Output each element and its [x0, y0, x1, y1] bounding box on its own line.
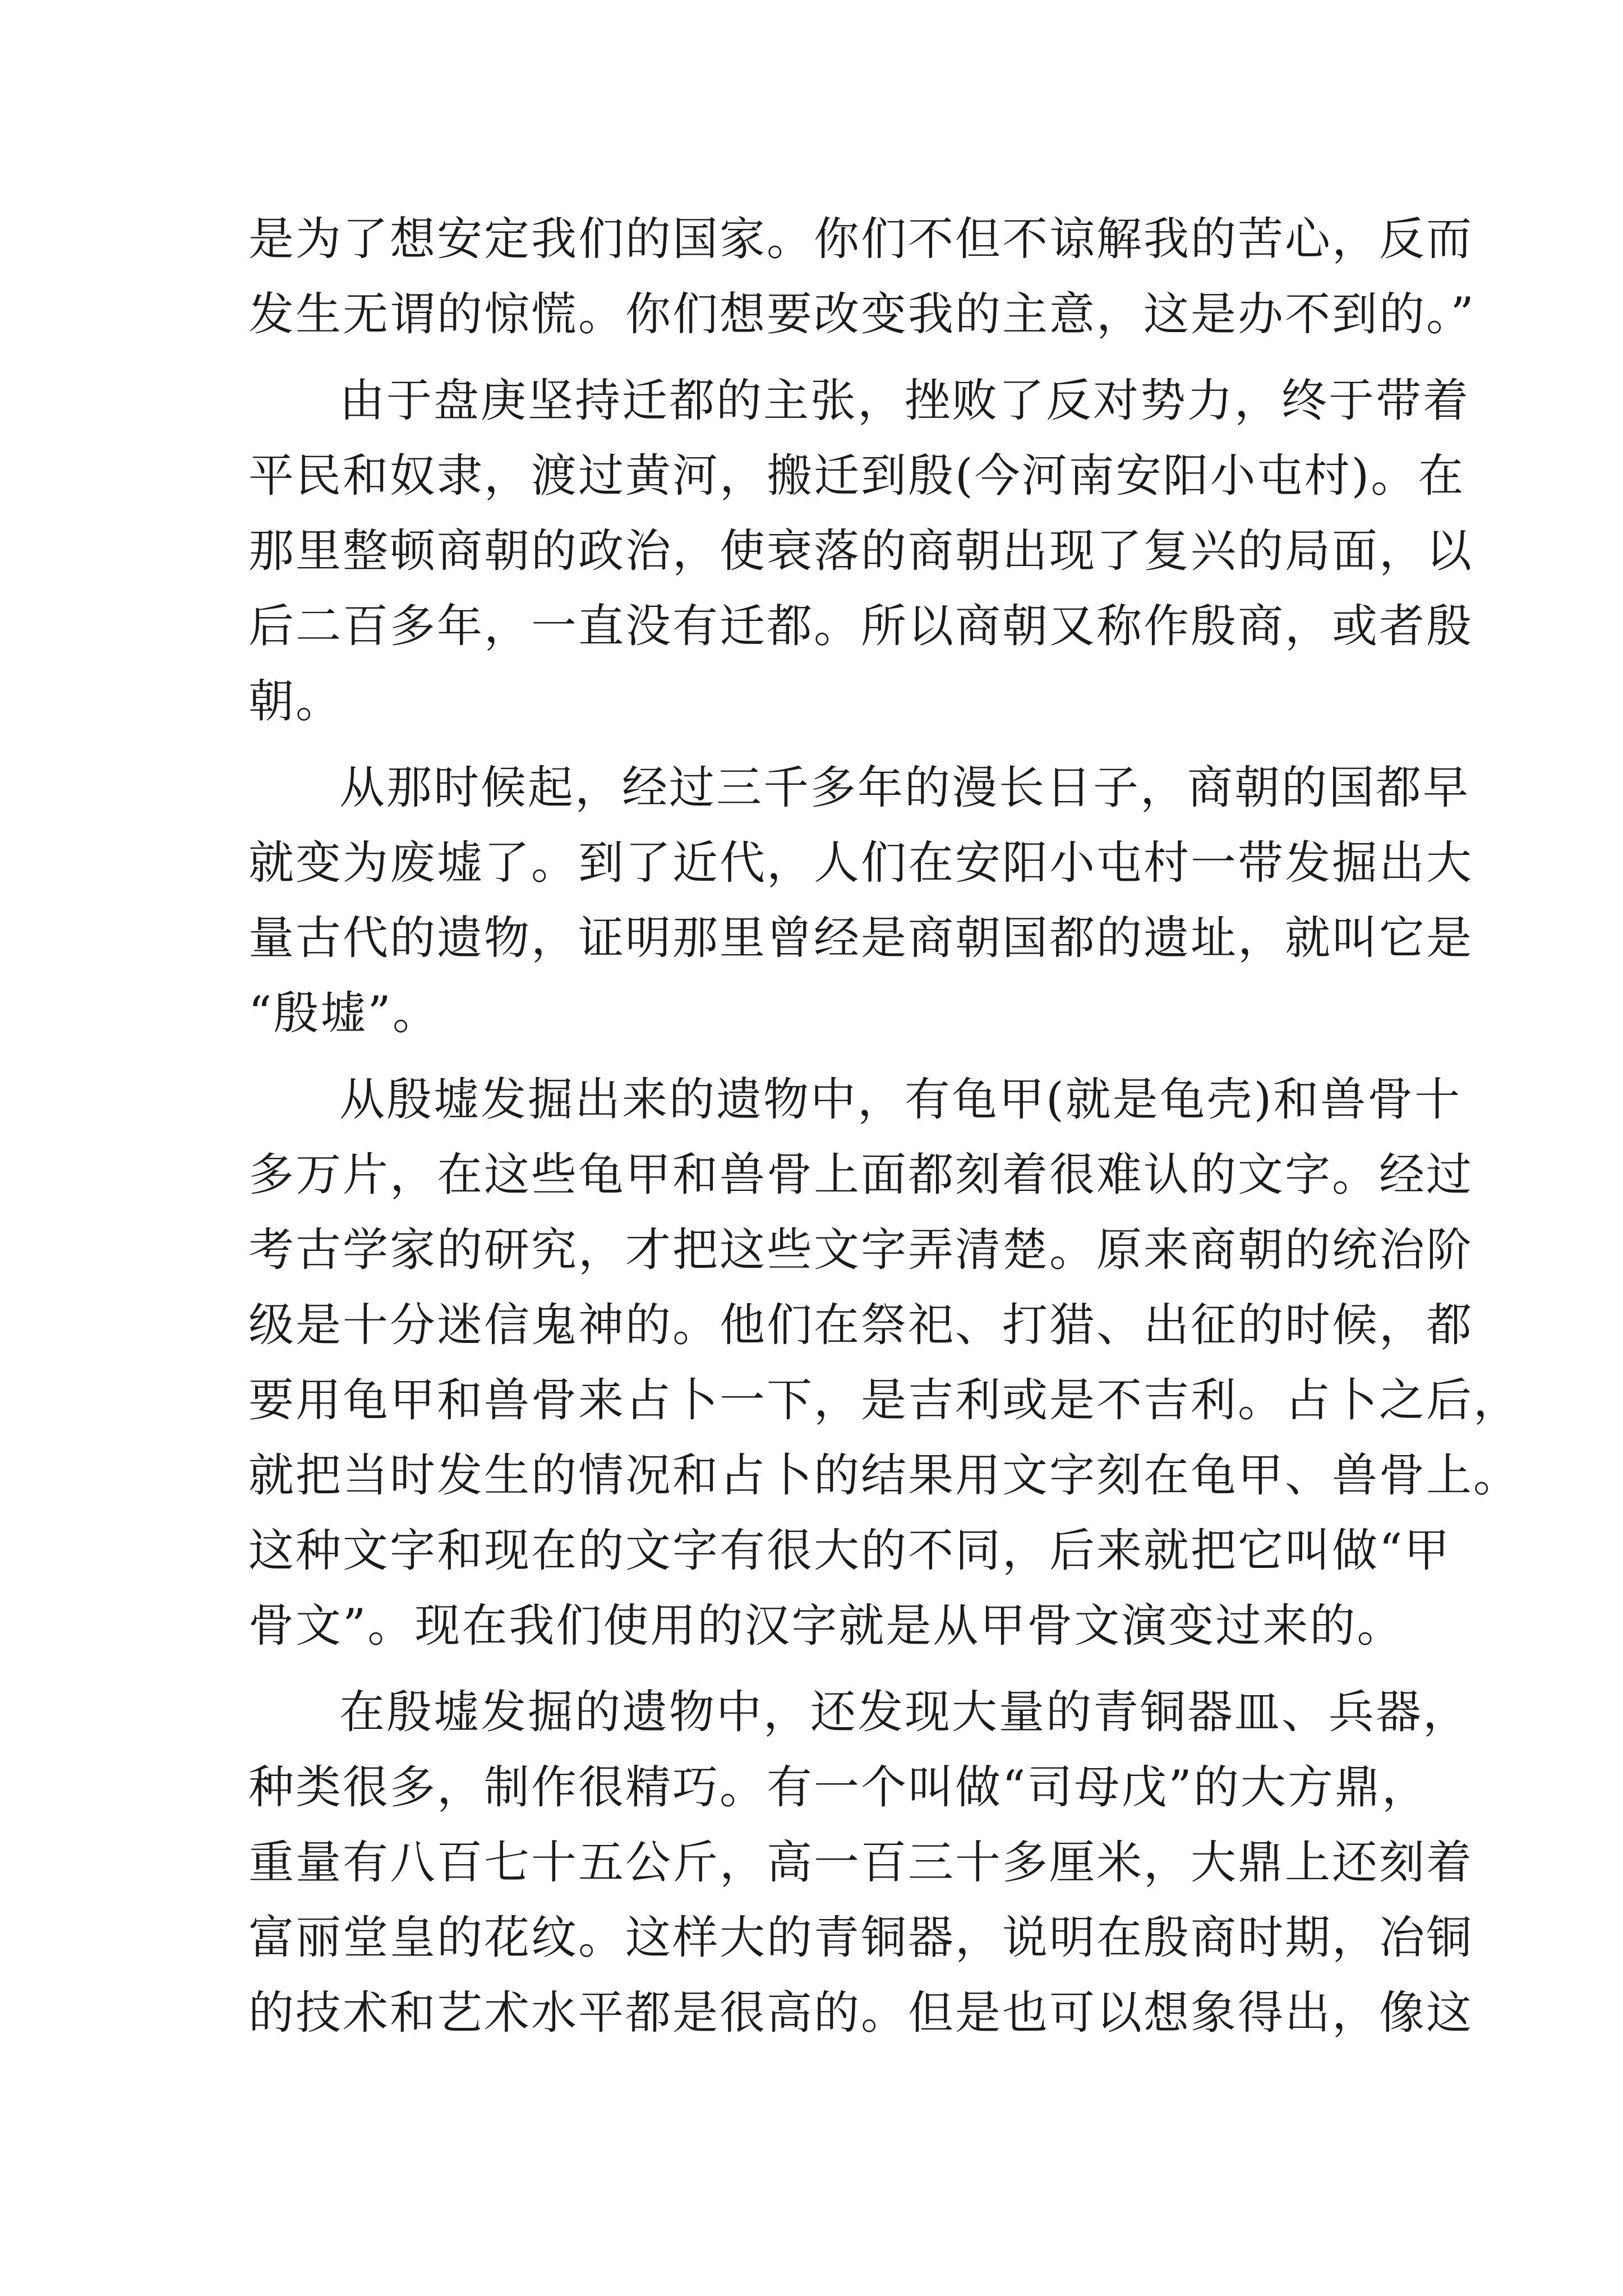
body-text: [248, 202, 1521, 2051]
text-line: 平民和奴隶，渡过黄河，搬迁到殷(今河南安阳小屯村)。在: [248, 450, 1465, 503]
text-line: 从殷墟发掘出来的遗物中，有龟甲(就是龟壳)和兽骨十: [339, 1074, 1462, 1126]
text-line: 从那时候起，经过三千多年的漫长日子，商朝的国都早: [339, 762, 1470, 815]
text-line: 骨文”。现在我们使用的汉字就是从甲骨文演变过来的。: [248, 1600, 1404, 1653]
text-line: 在殷墟发掘的遗物中，还发现大量的青铜器皿、兵器，: [339, 1686, 1470, 1739]
text-line: 要用龟甲和兽骨来占卜一下，是吉利或是不吉利。占卜之后，: [248, 1374, 1521, 1427]
text-line: 由于盘庚坚持迁都的主张，挫败了反对势力，终于带着: [339, 375, 1470, 427]
text-line: 这种文字和现在的文字有很大的不同，后来就把它叫做“甲: [248, 1525, 1451, 1577]
text-line: 多万片，在这些龟甲和兽骨上面都刻着很难认的文字。经过: [248, 1149, 1474, 1202]
text-line: 量古代的遗物，证明那里曾经是商朝国都的遗址，就叫它是: [248, 912, 1474, 965]
text-line: “殷墟”。: [248, 987, 440, 1040]
text-line: 重量有八百七十五公斤，高一百三十多厘米，大鼎上还刻着: [248, 1837, 1474, 1889]
text-line: 朝。: [248, 675, 343, 728]
text-line: 种类很多，制作很精巧。有一个叫做“司母戊”的大方鼎，: [248, 1761, 1429, 1814]
text-line: 的技术和艺术水平都是很高的。但是也可以想象得出，像这: [248, 1987, 1474, 2040]
text-line: 就把当时发生的情况和占卜的结果用文字刻在龟甲、兽骨上。: [248, 1450, 1521, 1502]
text-line: 考古学家的研究，才把这些文字弄清楚。原来商朝的统治阶: [248, 1224, 1474, 1277]
text-line: 后二百多年，一直没有迁都。所以商朝又称作殷商，或者殷: [248, 600, 1474, 653]
text-line: 富丽堂皇的花纹。这样大的青铜器，说明在殷商时期，冶铜: [248, 1912, 1474, 1964]
text-line: 就变为废墟了。到了近代，人们在安阳小屯村一带发掘出大: [248, 837, 1474, 890]
text-line: 级是十分迷信鬼神的。他们在祭祀、打猎、出征的时候，都: [248, 1299, 1474, 1352]
text-line: 发生无谓的惊慌。你们想要改变我的主意，这是办不到的。”: [248, 288, 1476, 341]
text-line: 是为了想安定我们的国家。你们不但不谅解我的苦心，反而: [248, 213, 1474, 266]
text-line: 那里整顿商朝的政治，使衰落的商朝出现了复兴的局面，以: [248, 525, 1474, 578]
